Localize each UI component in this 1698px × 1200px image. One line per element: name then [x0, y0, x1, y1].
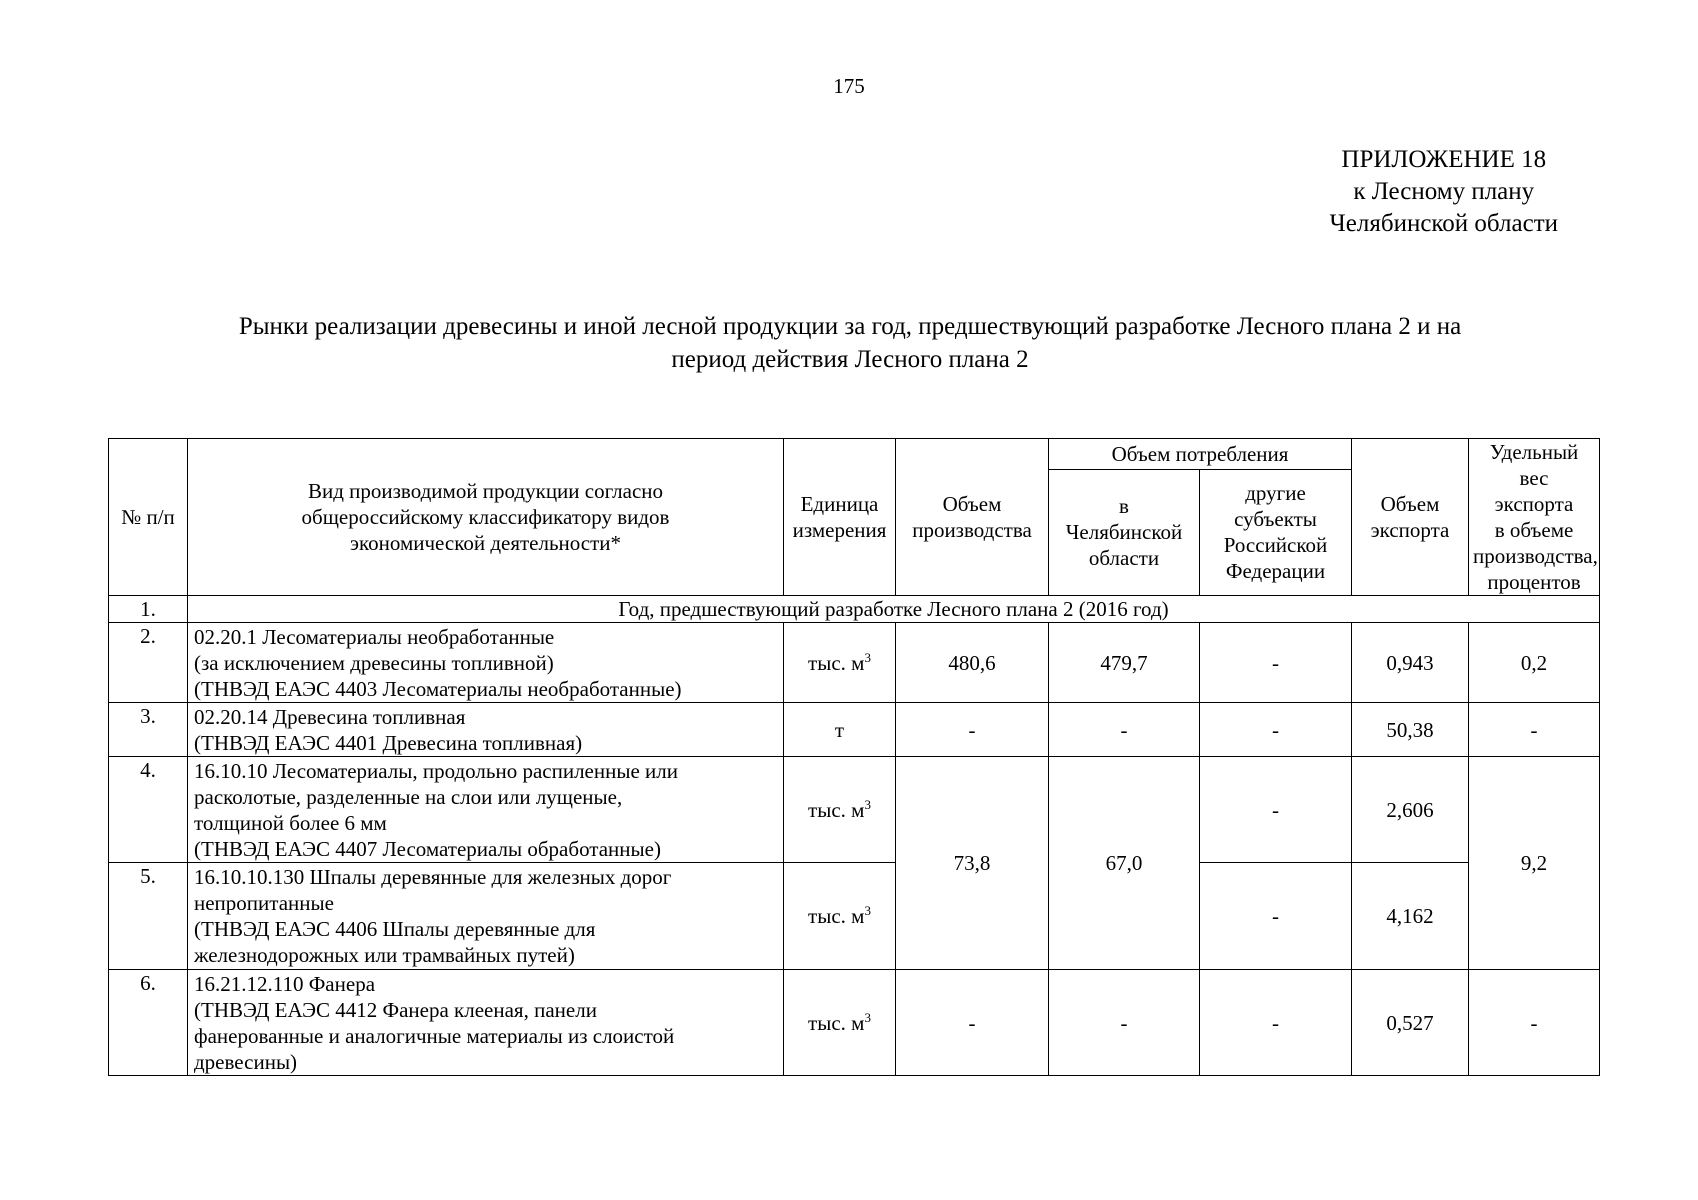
product-text: 02.20.14 Древесина топливная — [194, 704, 466, 729]
header-text: Удельный вес — [1489, 440, 1579, 490]
table-row — [109, 863, 1600, 970]
export-cell: 0,943 — [1352, 623, 1469, 703]
table-row — [109, 703, 1600, 757]
header-text: Единица — [800, 492, 879, 516]
product-text: непропитанные — [194, 891, 334, 915]
production-cell: 480,6 — [896, 623, 1049, 703]
unit-cell: т — [784, 703, 896, 757]
product-text: 16.10.10 Лесоматериалы, продольно распиленные или — [194, 758, 678, 783]
header-text: процентов — [1487, 570, 1581, 594]
unit-cell — [784, 623, 896, 703]
unit-text: тыс. м — [808, 1010, 865, 1035]
row-number: 1. — [109, 596, 188, 623]
production-cell: 73,8 — [896, 757, 1049, 970]
product-text: (ТНВЭД ЕАЭС 4403 Лесоматериалы необработанные) — [194, 676, 682, 701]
consumption-other-cell: - — [1200, 970, 1352, 1076]
export-cell: 50,38 — [1352, 703, 1469, 757]
unit-superscript: 3 — [864, 1009, 871, 1025]
production-cell: - — [896, 703, 1049, 757]
header-product — [188, 439, 784, 596]
appendix-heading — [1330, 144, 1558, 240]
header-text: производства — [912, 518, 1032, 542]
header-text: Челябинской — [1065, 520, 1183, 545]
header-num: № п/п — [109, 439, 188, 596]
consumption-other-cell: - — [1200, 703, 1352, 757]
product-cell — [188, 970, 784, 1076]
export-share-cell: 9,2 — [1469, 757, 1600, 970]
header-text: субъекты — [1234, 507, 1317, 532]
consumption-other-cell: - — [1200, 623, 1352, 703]
export-share-cell: - — [1469, 703, 1600, 757]
table-row — [109, 757, 1600, 863]
product-text: толщиной более 6 мм — [194, 810, 387, 835]
header-text: Вид производимой продукции согласно — [307, 479, 664, 503]
product-text: расколотые, разделенные на слои или лущеные, — [194, 784, 623, 809]
header-row — [109, 439, 1600, 470]
header-text: Объем — [942, 492, 1002, 516]
title-line: Рынки реализации древесины и иной лесной продукции за год, предшествующий разработке Лесного плана 2 и на — [238, 313, 1462, 340]
header-text: общероссийскому классификатору видов — [301, 505, 670, 529]
unit-cell — [784, 970, 896, 1076]
unit-text: тыс. м — [808, 650, 865, 675]
product-text: железнодорожных или трамвайных путей) — [194, 943, 575, 967]
row-number: 5. — [109, 863, 188, 970]
product-text: (ТНВЭД ЕАЭС 4406 Шпалы деревянные для — [194, 917, 596, 941]
export-cell: 0,527 — [1352, 970, 1469, 1076]
unit-cell — [784, 863, 896, 970]
unit-superscript: 3 — [864, 649, 871, 665]
table-row — [109, 623, 1600, 703]
header-text: производства, — [1473, 544, 1598, 568]
appendix-line: Челябинской области — [1329, 210, 1558, 237]
product-text: (ТНВЭД ЕАЭС 4412 Фанера клееная, панели — [194, 997, 597, 1022]
header-text: области — [1088, 546, 1160, 571]
appendix-line: к Лесному плану — [1353, 178, 1535, 205]
export-cell: 4,162 — [1352, 863, 1469, 970]
header-text: измерения — [792, 518, 887, 542]
consumption-region-cell: - — [1049, 703, 1200, 757]
product-cell — [188, 863, 784, 970]
product-text: 02.20.1 Лесоматериалы необработанные — [194, 624, 555, 649]
markets-table — [108, 438, 1600, 1076]
row-number: 2. — [109, 623, 188, 703]
product-cell — [188, 703, 784, 757]
unit-text: тыс. м — [808, 904, 865, 928]
header-text: в объеме — [1494, 518, 1574, 542]
product-text: (за исключением древесины топливной) — [194, 650, 554, 675]
header-consumption-other — [1200, 469, 1352, 595]
product-text: (ТНВЭД ЕАЭС 4407 Лесоматериалы обработанные) — [194, 836, 661, 861]
product-cell — [188, 623, 784, 703]
consumption-other-cell: - — [1200, 757, 1352, 863]
header-text: другие — [1245, 481, 1306, 506]
title-line: период действия Лесного плана 2 — [671, 346, 1029, 373]
header-text: Федерации — [1225, 559, 1326, 584]
header-consumption-region — [1049, 469, 1200, 595]
production-cell: - — [896, 970, 1049, 1076]
product-text: древесины) — [194, 1049, 298, 1074]
product-text: 16.21.12.110 Фанера — [194, 971, 376, 996]
consumption-region-cell: - — [1049, 970, 1200, 1076]
header-text: экономической деятельности* — [349, 531, 622, 555]
table-row — [109, 970, 1600, 1076]
header-export-share — [1469, 439, 1600, 596]
product-text: 16.10.10.130 Шпалы деревянные для железных дорог — [194, 865, 672, 889]
consumption-region-cell: 479,7 — [1049, 623, 1200, 703]
export-share-cell: - — [1469, 970, 1600, 1076]
unit-text: тыс. м — [808, 797, 865, 822]
consumption-region-cell: 67,0 — [1049, 757, 1200, 970]
header-text: в — [1119, 494, 1129, 519]
section-title: Год, предшествующий разработке Лесного плана 2 (2016 год) — [188, 596, 1600, 623]
header-text: Объем — [1380, 492, 1440, 516]
header-production — [896, 439, 1049, 596]
unit-superscript: 3 — [864, 903, 871, 918]
product-text: (ТНВЭД ЕАЭС 4401 Древесина топливная) — [194, 730, 583, 755]
export-cell: 2,606 — [1352, 757, 1469, 863]
header-text: Российской — [1223, 533, 1328, 558]
unit-superscript: 3 — [864, 796, 871, 812]
unit-cell — [784, 757, 896, 863]
header-export — [1352, 439, 1469, 596]
header-text: экспорта — [1370, 518, 1450, 542]
row-number: 3. — [109, 703, 188, 757]
header-text: экспорта — [1494, 492, 1574, 516]
table-row — [109, 596, 1600, 623]
document-title — [130, 310, 1570, 376]
appendix-line: ПРИЛОЖЕНИЕ 18 — [1341, 146, 1547, 173]
header-consumption: Объем потребления — [1049, 439, 1352, 470]
export-share-cell: 0,2 — [1469, 623, 1600, 703]
row-number: 4. — [109, 757, 188, 863]
page-number: 175 — [833, 74, 865, 98]
row-number: 6. — [109, 970, 188, 1076]
product-text: фанерованные и аналогичные материалы из слоистой — [194, 1023, 675, 1048]
product-cell — [188, 757, 784, 863]
consumption-other-cell: - — [1200, 863, 1352, 970]
header-unit — [784, 439, 896, 596]
